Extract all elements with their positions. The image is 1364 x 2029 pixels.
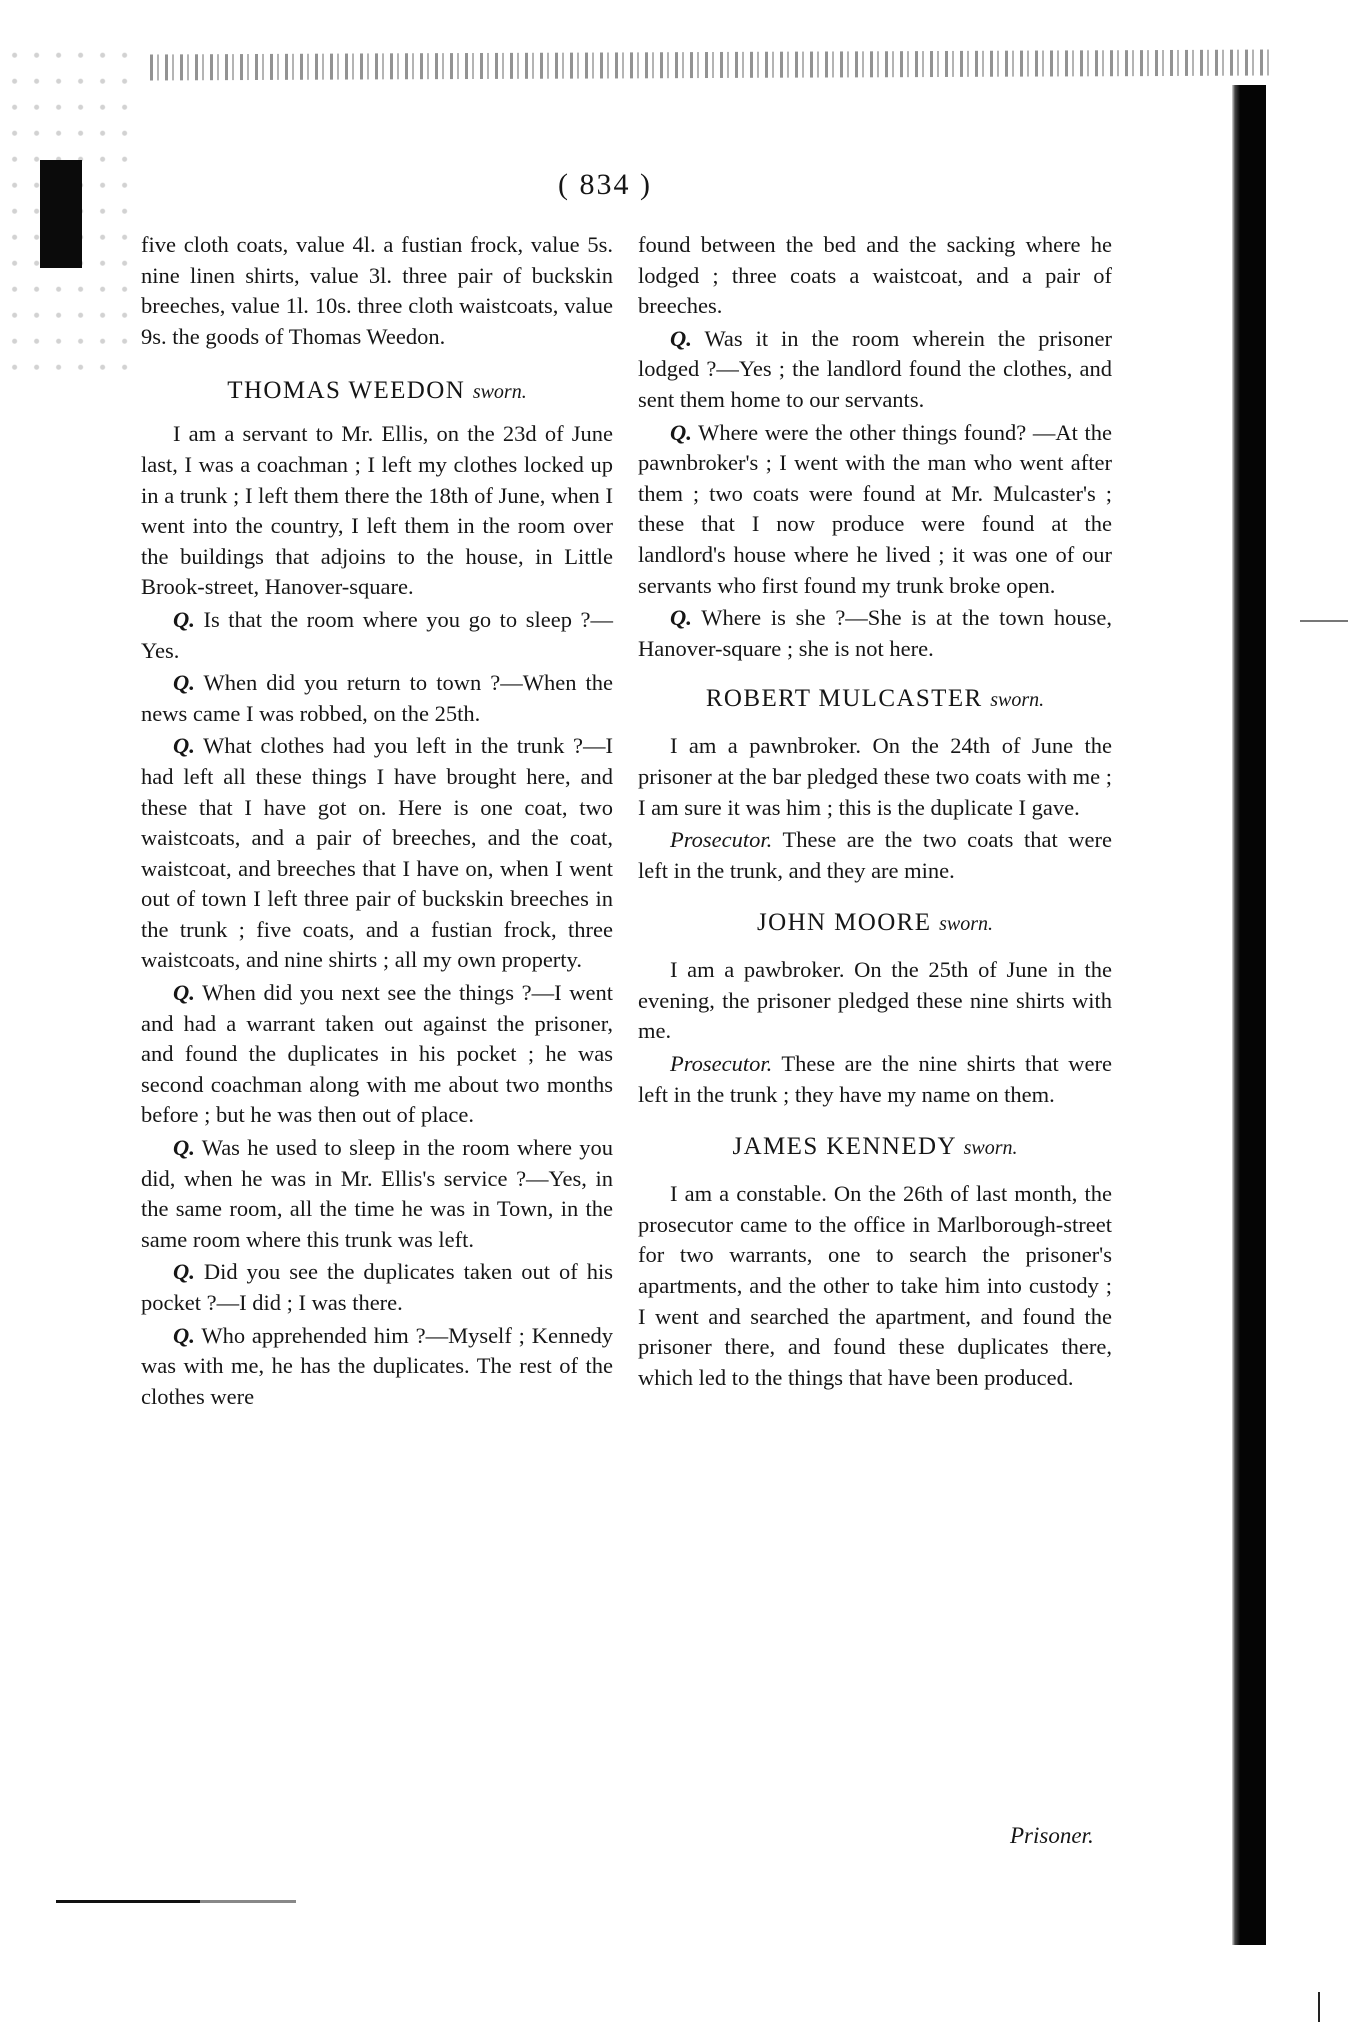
right-question-3 (638, 603, 1112, 664)
right-paragraph-5: I am a pawnbroker. On the 24th of June the prisoner at the bar pledged these two coats with me ; I am sure it was him ; this is the duplicate I gave. (638, 733, 1112, 820)
question-marker: Q. (173, 1135, 195, 1161)
right-paragraph-9: I am a constable. On the 26th of last month, the prosecutor came to the office in Marlborough-street for two warrants, one to search the prisoner's apartments, and the other to take him into custody ; I went and searched the apartment, and found the prisoner there, and found these duplicates there, which led to the things that have been produced. (638, 1181, 1112, 1390)
question-text: Was it in the room wherein the prisoner lodged ?—Yes ; the landlord found the clothes, and sent them home to our servants. (638, 325, 1112, 412)
question-text: Where is she ?—She is at the town house, Hanover-square ; she is not here. (638, 605, 1113, 661)
page-number: ( 834 ) (558, 168, 652, 201)
question-text: Is that the room where you go to sleep ?—Yes. (141, 606, 614, 663)
sworn-label: sworn. (472, 381, 527, 404)
witness-heading-thomas-weedon (141, 374, 613, 409)
prosecutor-statement-1 (638, 825, 1112, 886)
prosecutor-statement-2 (638, 1049, 1112, 1110)
right-paragraph-1: found between the bed and the sacking where he lodged ; three coats a waistcoat, and a pair of breeches. (638, 232, 1112, 319)
question-text: Where were the other things found? —At the pawnbroker's ; I went with the man who went after them ; two coats were found at Mr. Mulcaster's ; these that I now produce were found at the landlord's house where he lived ; it was one of our servants who first found my trunk broke open. (638, 419, 1112, 598)
witness-name: ROBERT MULCASTER (705, 685, 983, 713)
right-paragraph-7: I am a pawbroker. On the 25th of June in the evening, the prisoner pledged these nine shirts with me. (638, 957, 1112, 1044)
question-text: Did you see the duplicates taken out of his pocket ?—I did ; I was there. (141, 1259, 613, 1315)
question-marker: Q. (173, 733, 195, 759)
witness-name: JAMES KENNEDY (732, 1133, 956, 1161)
question-marker: Q. (670, 325, 692, 351)
witness-name: THOMAS WEEDON (227, 377, 466, 405)
right-margin-dash (1300, 620, 1348, 622)
question-text: Who apprehended him ?—Myself ; Kennedy was with me, he has the duplicates. The rest of the clothes were (141, 1322, 613, 1409)
bottom-margin-rule (56, 1900, 296, 1903)
left-paragraph-1: five cloth coats, value 4l. a fustian frock, value 5s. nine linen shirts, value 3l. three pair of buckskin breeches, value 1l. 10s. three cloth waistcoats, value 9s. the goods of Thomas Weedon. (141, 232, 613, 349)
page-top-edge-shadow (150, 50, 1270, 81)
sworn-label: sworn. (939, 913, 993, 936)
question-marker: Q. (670, 419, 692, 445)
question-marker: Q. (173, 606, 195, 632)
left-paragraph-2: I am a servant to Mr. Ellis, on the 23d of June last, I was a coachman ; I left my clothes locked up in a trunk ; I left them there the 18th of June, when I went into the country, I left them in the room over the buildings that adjoins to the house, in Little Brook-street, Hanover-square. (141, 421, 613, 600)
left-column (141, 230, 613, 1412)
left-question-5 (141, 1133, 613, 1255)
question-text: Was he used to sleep in the room where you did, when he was in Mr. Ellis's service ?—Yes, in the same room, all the time he was in Town, in the same room where this trunk was left. (141, 1135, 613, 1252)
catchword: Prisoner. (1010, 1823, 1094, 1848)
speaker-label: Prosecutor. (670, 1051, 773, 1077)
question-marker: Q. (173, 1322, 195, 1348)
question-text: When did you next see the things ?—I went and had a warrant taken out against the prisoner, and found the duplicates in his pocket ; he was second coachman along with me about two months before ; but he was then out of place. (141, 980, 613, 1128)
statement-text: These are the two coats that were left in the trunk, and they are mine. (638, 827, 1112, 883)
question-marker: Q. (173, 670, 195, 696)
right-question-1 (638, 324, 1112, 416)
sworn-label: sworn. (963, 1137, 1018, 1160)
right-binding-shadow (1232, 85, 1266, 1945)
question-marker: Q. (173, 1259, 195, 1285)
question-text: When did you return to town ?—When the news came I was robbed, on the 25th. (141, 670, 613, 726)
witness-heading-robert-mulcaster (638, 682, 1112, 717)
question-marker: Q. (670, 605, 692, 631)
left-question-3 (141, 731, 613, 976)
question-marker: Q. (173, 980, 195, 1006)
statement-text: These are the nine shirts that were left in the trunk ; they have my name on them. (638, 1051, 1112, 1107)
witness-heading-john-moore (638, 906, 1112, 941)
left-question-6 (141, 1257, 613, 1318)
speaker-label: Prosecutor. (670, 827, 773, 853)
sworn-label: sworn. (990, 689, 1045, 712)
witness-heading-james-kennedy (638, 1130, 1112, 1165)
left-question-2 (141, 668, 613, 729)
left-question-1 (141, 605, 613, 666)
question-text: What clothes had you left in the trunk ?—I had left all these things I have brought here, and these that I have got on. Here is one coat, two waistcoats, and a pair of breeches, and the coat, waistcoat, and breeches that I have on, when I went out of town I left three pair of buckskin breeches in the trunk ; five coats, and a fustian frock, three waistcoats, and nine shirts ; all my own property. (141, 733, 614, 973)
left-question-7 (141, 1321, 613, 1413)
right-column (638, 230, 1112, 1393)
left-question-4 (141, 978, 613, 1131)
witness-name: JOHN MOORE (757, 909, 932, 937)
right-question-2 (638, 418, 1112, 602)
right-margin-tick (1318, 1992, 1320, 2022)
